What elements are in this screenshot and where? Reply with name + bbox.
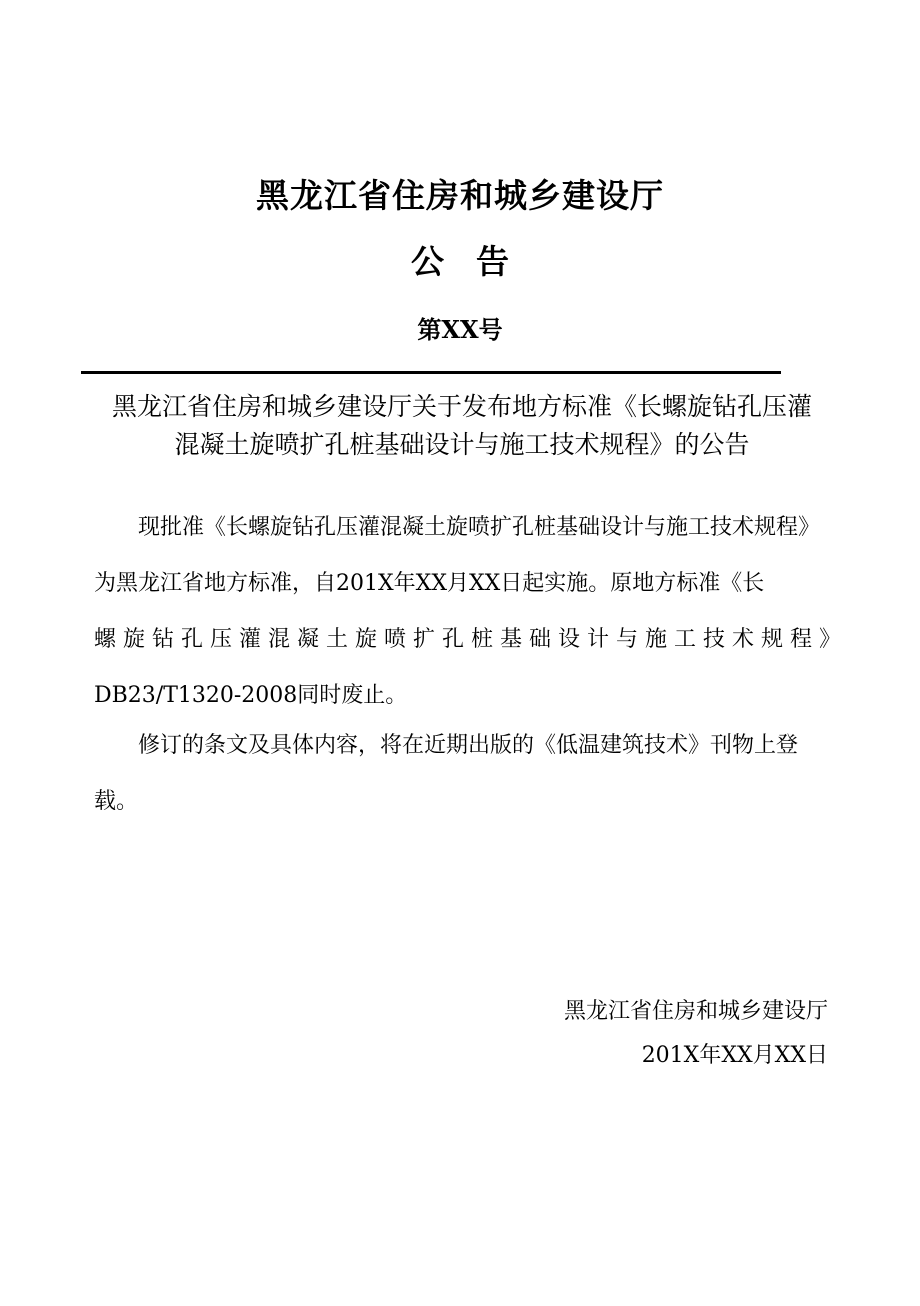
header-divider [81, 371, 781, 374]
announcement-subject [92, 388, 832, 464]
body-paragraph [94, 718, 830, 830]
signature-org: 黑龙江省住房和城乡建设厅 [563, 999, 828, 1024]
signature-block [428, 990, 828, 1078]
subject-line: 黑龙江省住房和城乡建设厅关于发布地方标准《长螺旋钻孔压灌 [111, 392, 812, 421]
paragraph-line: 螺旋钻孔压灌混凝土旋喷扩孔桩基础设计与施工技术规程》 [94, 627, 849, 652]
document-number: 第XX号 [417, 315, 503, 344]
subject-line: 混凝土旋喷扩孔桩基础设计与施工技术规程》的公告 [174, 430, 750, 459]
document-type-heading: 公告 [411, 242, 541, 281]
body-paragraph [94, 500, 849, 724]
signature-date: 201X年XX月XX日 [641, 1043, 828, 1068]
paragraph-line: 载。 [94, 789, 139, 814]
issuer-title: 黑龙江省住房和城乡建设厅 [256, 176, 664, 215]
paragraph-line: DB23/T1320-2008同时废止。 [94, 683, 408, 708]
paragraph-line: 为黑龙江省地方标准，自201X年XX月XX日起实施。原地方标准《长 [94, 571, 765, 596]
paragraph-line: 修订的条文及具体内容，将在近期出版的《低温建筑技术》刊物上登 [138, 733, 799, 758]
paragraph-line: 现批准《长螺旋钻孔压灌混凝土旋喷扩孔桩基础设计与施工技术规程》 [138, 515, 821, 540]
